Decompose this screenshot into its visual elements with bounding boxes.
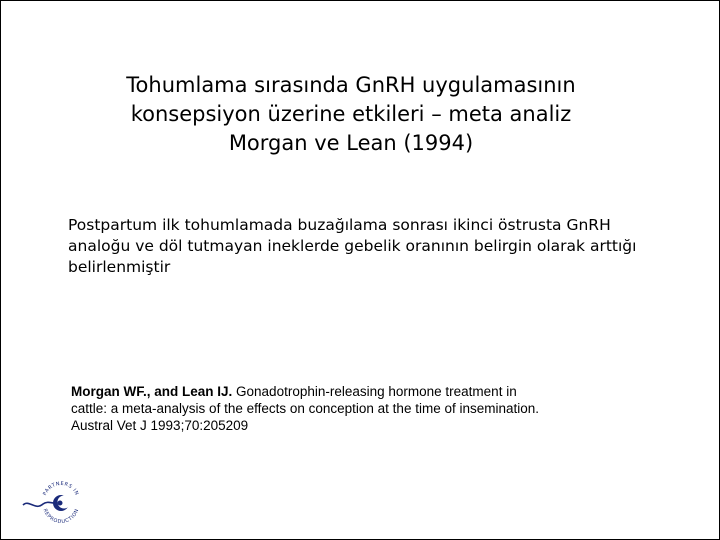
svg-text:PARTNERS IN xyxy=(42,481,80,497)
reference-citation xyxy=(71,383,541,434)
reference-text: Gonadotrophin-releasing hormone treatment in cattle: a meta-analysis of the effects on conception at the time of insemination. Austral Vet J 1993;70:205209 xyxy=(71,384,540,433)
title-line-2: konsepsiyon üzerine etkileri – meta analiz xyxy=(130,102,572,126)
reference-authors: Morgan WF., and Lean IJ. xyxy=(71,384,233,399)
slide-body-text: Postpartum ilk tohumlamada buzağılama sonrası ikinci östrusta GnRH analoğu ve döl tutmayan ineklerde gebelik oranının belirgin olarak arttığı belirlenmiştir xyxy=(68,216,637,276)
title-line-1: Tohumlama sırasında GnRH uygulamasının xyxy=(126,73,576,97)
title-line-3: Morgan ve Lean (1994) xyxy=(228,131,474,155)
logo-text-top: PARTNERS IN xyxy=(42,480,80,497)
logo-text-bottom: REPRODUCTION xyxy=(41,507,81,526)
slide-title xyxy=(61,71,641,158)
partners-in-reproduction-logo-icon xyxy=(21,479,87,529)
